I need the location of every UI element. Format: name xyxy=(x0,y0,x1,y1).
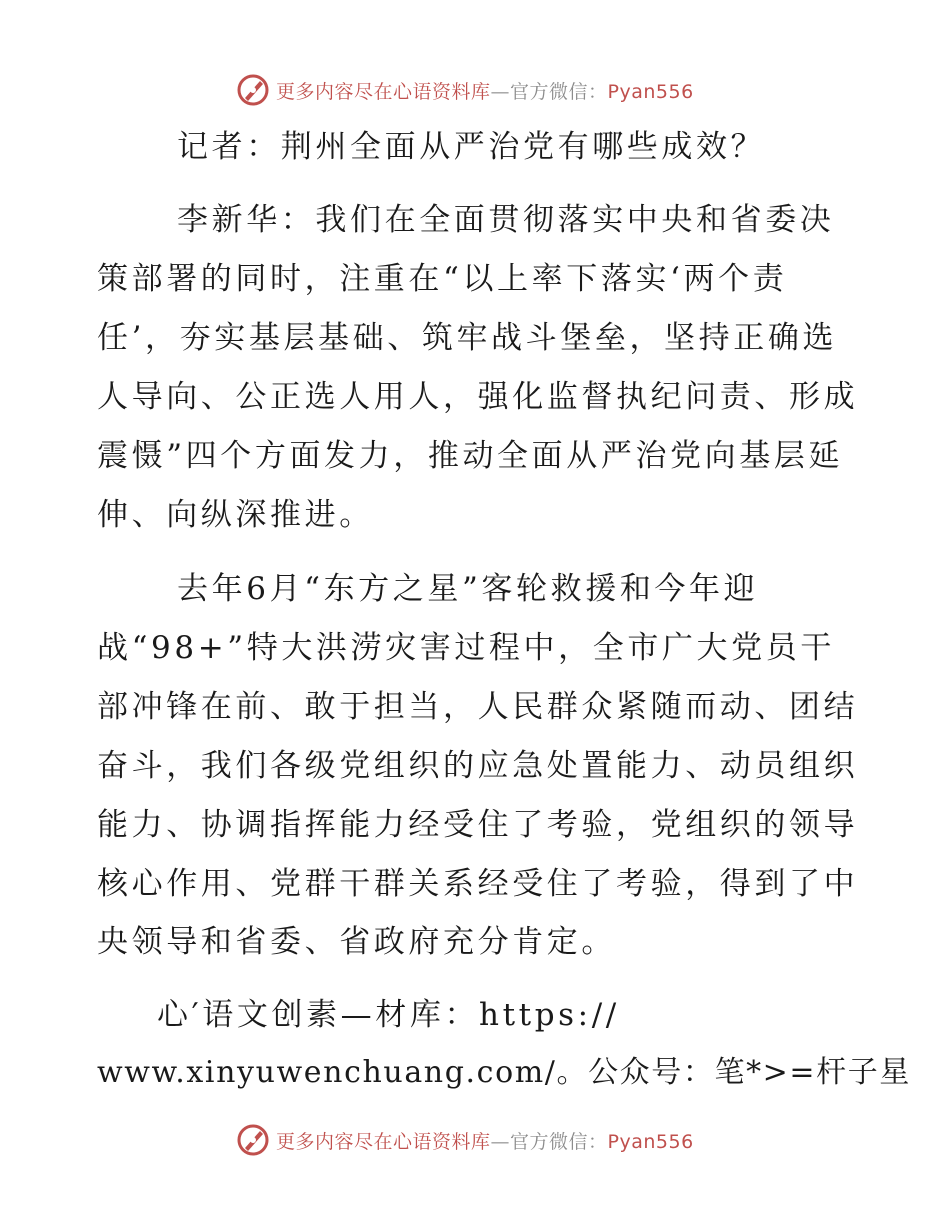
paragraph-1-line-2: 策部署的同时，注重在“以上率下落实‘两个责 xyxy=(97,261,788,297)
watermark-text xyxy=(276,77,694,104)
source-line-2: www.xinyuwenchuang.com/。公众号：笔*>=杆子星 xyxy=(97,1055,911,1090)
paragraph-1-line-4: 人导向、公正选人用人，强化监督执纪问责、形成 xyxy=(97,379,859,415)
paragraph-2-line-1: 去年6月“东方之星”客轮救援和今年迎 xyxy=(177,571,759,607)
footer-watermark xyxy=(236,1122,694,1158)
watermark-dash: — xyxy=(490,80,511,103)
watermark-id: Pyan556 xyxy=(607,80,694,103)
watermark-text xyxy=(276,1127,694,1154)
source-line-1: 心′语文创素—材库：https:// xyxy=(157,997,620,1033)
paragraph-1-line-6: 伸、向纵深推进。 xyxy=(97,497,374,533)
watermark-brand: 更多内容尽在心语资料库 xyxy=(276,1130,491,1153)
paragraph-2-line-6: 核心作用、党群干群关系经受住了考验，得到了中 xyxy=(97,866,859,902)
pen-logo-icon xyxy=(236,1123,270,1157)
pen-logo-icon xyxy=(236,73,270,107)
watermark-dash: — xyxy=(490,1130,511,1153)
paragraph-2-line-4: 奋斗，我们各级党组织的应急处置能力、动员组织 xyxy=(97,748,859,784)
paragraph-2-line-2: 战“98+”特大洪涝灾害过程中，全市广大党员干 xyxy=(97,630,835,666)
watermark-brand: 更多内容尽在心语资料库 xyxy=(276,80,491,103)
watermark-id: Pyan556 xyxy=(607,1130,694,1153)
header-watermark xyxy=(236,72,694,108)
paragraph-1-line-5: 震慑”四个方面发力，推动全面从严治党向基层延 xyxy=(97,438,844,474)
watermark-label: 官方微信： xyxy=(510,1130,608,1153)
paragraph-2-line-5: 能力、协调指挥能力经受住了考验，党组织的领导 xyxy=(97,807,859,843)
watermark-label: 官方微信： xyxy=(510,80,608,103)
paragraph-1-line-1: 李新华：我们在全面贯彻落实中央和省委决 xyxy=(177,202,835,238)
question-line: 记者：荆州全面从严治党有哪些成效？ xyxy=(177,129,766,165)
paragraph-1-line-3: 任’，夯实基层基础、筑牢战斗堡垒，坚持正确选 xyxy=(97,320,838,356)
paragraph-2-line-7: 央领导和省委、省政府充分肯定。 xyxy=(97,924,616,960)
paragraph-2-line-3: 部冲锋在前、敢于担当，人民群众紧随而动、团结 xyxy=(97,689,859,725)
